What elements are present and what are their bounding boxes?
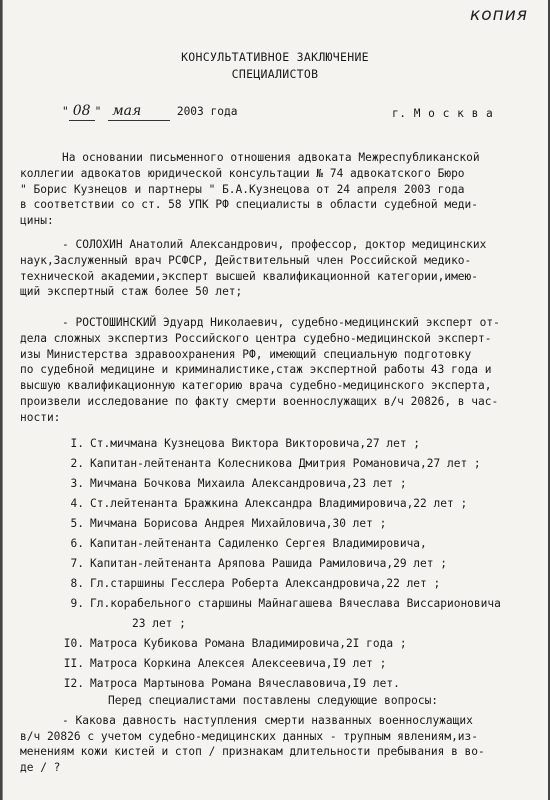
date-year: 2003 года <box>176 105 238 118</box>
intro-line: в соответствии со ст. 58 УПК РФ специалисты в области судебной меди- <box>20 198 479 212</box>
list-item <box>60 594 530 614</box>
intro-line: " Борис Кузнецов и партнеры " Б.А.Кузнецова от 24 апреля 2003 года <box>20 182 465 196</box>
list-item <box>60 674 530 694</box>
document-title-line-1: КОНСУЛЬТАТИВНОЕ ЗАКЛЮЧЕНИЕ <box>181 50 369 64</box>
list-item-text: Мичмана Борисова Андрея Михайловича,30 лет ; <box>90 517 387 530</box>
list-item-text: Матроса Кубикова Романа Владимировича,2I года ; <box>90 637 407 650</box>
document-title-line-2: СПЕЦИАЛИСТОВ <box>231 67 319 81</box>
list-item-text: Гл.старшины Гесслера Роберта Александровича,22 лет ; <box>90 577 441 590</box>
list-item <box>60 514 530 534</box>
list-item <box>60 654 530 674</box>
copy-stamp: копия <box>469 5 528 25</box>
list-item-text: Гл.корабельного старшины Майнагашева Вячеслава Виссарионовича <box>90 597 501 610</box>
list-item-number: 3. <box>70 477 84 490</box>
list-item-number: I0. <box>63 637 84 650</box>
intro-line: цины: <box>20 214 54 228</box>
list-item <box>60 534 530 554</box>
list-item-text: Капитан-лейтенанта Колесникова Дмитрия Романовича,27 лет ; <box>90 457 481 470</box>
list-item-number: 5. <box>70 517 84 530</box>
persons-list <box>60 434 530 694</box>
list-item <box>60 634 530 654</box>
question-1-line: - Какова давность наступления смерти названных военнослужащих <box>62 713 473 727</box>
date-day: 08 <box>69 104 95 121</box>
list-item-number: 7. <box>70 557 84 570</box>
list-item-continuation <box>60 614 530 634</box>
specialist-2-line: дела сложных экспертиз Российского центра судебно-медицинской эксперт- <box>20 331 492 345</box>
intro-line: На основании письменного отношения адвоката Межреспубликанской <box>62 151 480 164</box>
scan-edge <box>2 0 3 800</box>
specialist-2-paragraph <box>20 315 530 426</box>
date-line: " 08 " мая 2003 года <box>62 103 238 119</box>
list-item <box>60 474 530 494</box>
list-item-text: Ст.лейтенанта Бражкина Александра Владимировича,22 лет ; <box>90 497 468 510</box>
list-item-text: Капитан-лейтенанта Садиленко Сергея Владимировича, <box>90 537 427 550</box>
intro-paragraph <box>20 150 530 229</box>
list-item-text: Ст.мичмана Кузнецова Виктора Викторовича,27 лет ; <box>90 437 421 450</box>
list-item-number: 4. <box>70 497 84 510</box>
list-item-text: Мичмана Бочкова Михаила Александровича,23 лет ; <box>90 477 407 490</box>
question-1-line: менениям кожи кистей и стоп / признакам длительности пребывания в во- <box>20 745 485 759</box>
list-item <box>60 434 530 454</box>
specialist-1-line: наук,Заслуженный врач РСФСР, Действительный член Российской медико- <box>20 253 472 267</box>
list-item-text: Капитан-лейтенанта Аряпова Рашида Рамиловича,29 лет ; <box>90 557 447 570</box>
list-item <box>60 494 530 514</box>
list-item-number: 6. <box>70 537 84 550</box>
list-item-number: 9. <box>70 597 84 610</box>
date-city: г. М о с к в а <box>392 107 494 120</box>
specialist-1-line: - СОЛОХИН Анатолий Александрович, профессор, доктор медицинских <box>62 238 487 251</box>
list-item-text: Матроса Коркина Алексея Алексеевича,I9 лет ; <box>90 657 387 670</box>
list-item <box>60 554 530 574</box>
list-item-number: II. <box>63 657 84 670</box>
list-item <box>60 574 530 594</box>
specialist-2-line: изы Министерства здравоохранения РФ, имеющий специальную подготовку <box>20 347 472 361</box>
list-item-text: 23 лет ; <box>132 617 186 630</box>
list-item-number: 8. <box>70 577 84 590</box>
intro-line: коллегии адвокатов юридической консультации № 74 адвокатского Бюро <box>20 166 465 180</box>
specialist-1-paragraph <box>20 237 530 300</box>
questions-heading: Перед специалистами поставлены следующие вопросы: <box>108 694 439 707</box>
list-item <box>60 454 530 474</box>
specialist-2-line: - РОСТОШИНСКИЙ Эдуард Николаевич, судебно-медицинский эксперт от- <box>62 316 500 329</box>
specialist-2-line: произвели исследование по факту смерти военнослужащих в/ч 20826, в час- <box>20 394 499 408</box>
question-1-line: де / ? <box>20 761 61 775</box>
question-1-line: в/ч 20826 с учетом судебно-медицинских данных - трупным явлениям,из- <box>20 729 479 743</box>
specialist-1-line: технической академии,эксперт высшей квалификационной категории,имею- <box>20 269 479 283</box>
list-item-number: I2. <box>63 677 84 690</box>
specialist-1-line: щий экспертный стаж более 50 лет; <box>20 285 243 299</box>
specialist-2-line: высшую квалификационную категорию врача судебно-медицинского эксперта, <box>20 379 492 393</box>
questions-section <box>20 693 530 776</box>
list-item-text: Матроса Мартынова Романа Вячеславовича,I9 лет. <box>90 677 400 690</box>
list-item-number: 2. <box>70 457 84 470</box>
list-item-number: I. <box>70 437 84 450</box>
specialist-2-line: по судебной медицине и криминалистике,стаж экспертной работы 43 года и <box>20 363 492 377</box>
date-month: мая <box>108 104 170 121</box>
specialist-2-line: ности: <box>20 410 61 424</box>
